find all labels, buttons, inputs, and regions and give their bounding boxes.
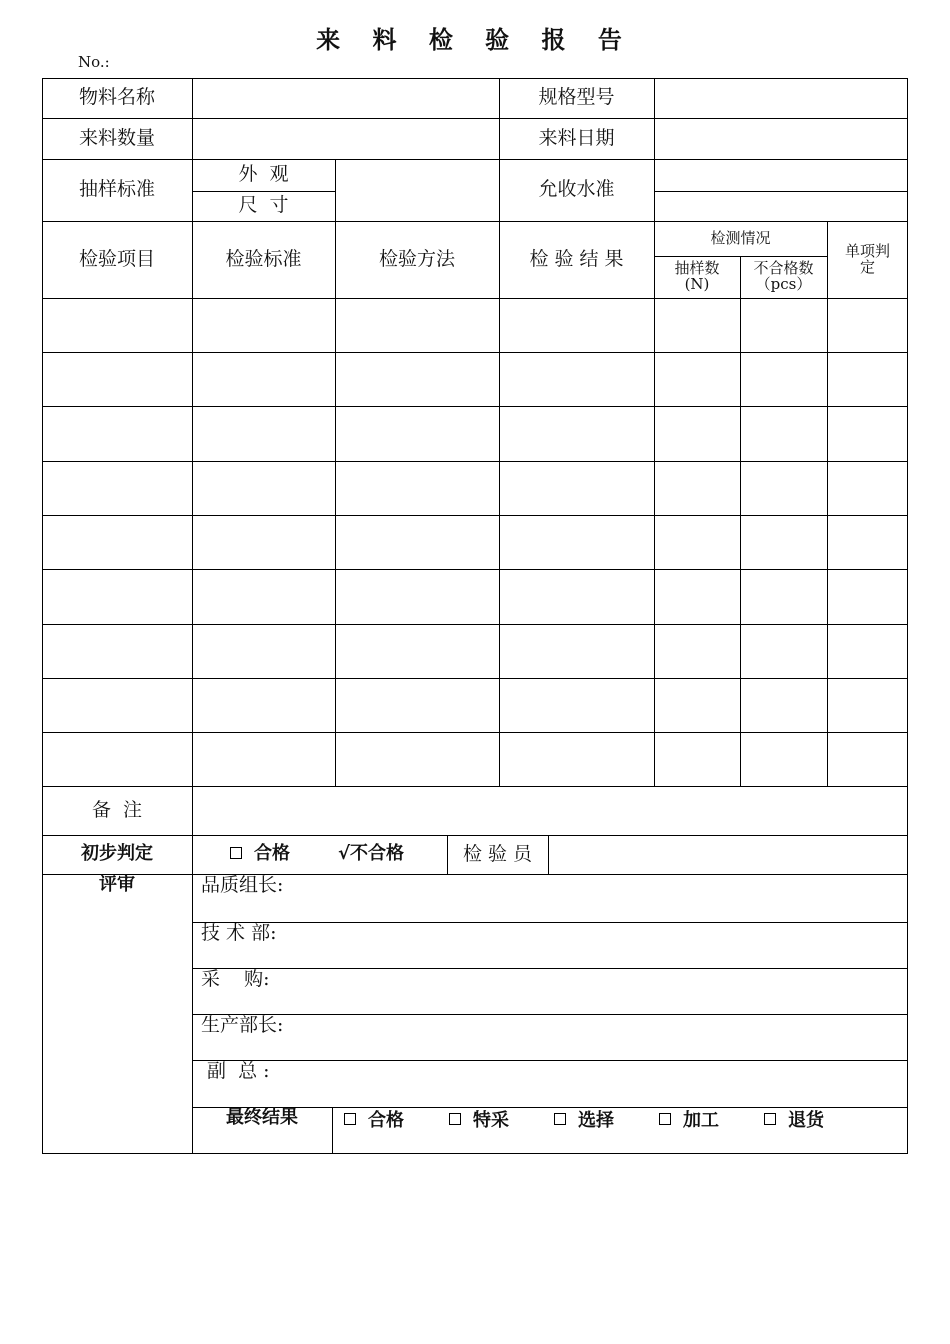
final-option-sort[interactable]: 选择 bbox=[554, 1106, 614, 1132]
row-7-result-cell[interactable] bbox=[499, 624, 654, 678]
row-4-method-cell[interactable] bbox=[335, 461, 499, 515]
row-6-standard-cell[interactable] bbox=[192, 569, 335, 624]
row-3-judgement-cell[interactable] bbox=[827, 406, 908, 461]
row-6-method-cell[interactable] bbox=[335, 569, 499, 624]
size-label: 尺 寸 bbox=[238, 194, 289, 217]
row-4-judgement-cell[interactable] bbox=[827, 461, 908, 515]
quality-leader-field[interactable]: 品质组长: bbox=[201, 874, 284, 896]
row-9-result-cell[interactable] bbox=[499, 732, 654, 786]
preliminary-pass-label: 合格 bbox=[254, 843, 290, 865]
row-5-method-cell[interactable] bbox=[335, 515, 499, 569]
row-8-sample-count-cell[interactable] bbox=[654, 678, 740, 732]
tech-dept-field[interactable]: 技 术 部: bbox=[201, 922, 277, 944]
row-6-item-cell[interactable] bbox=[42, 569, 192, 624]
aql-field-2[interactable] bbox=[654, 191, 908, 221]
material-name-field[interactable] bbox=[192, 78, 499, 118]
row-3-defect-count-cell[interactable] bbox=[740, 406, 827, 461]
row-8-standard-cell[interactable] bbox=[192, 678, 335, 732]
production-manager-field[interactable]: 生产部长: bbox=[201, 1014, 284, 1036]
row-7-defect-count-cell[interactable] bbox=[740, 624, 827, 678]
row-1-result-cell[interactable] bbox=[499, 298, 654, 352]
report-title: 来 料 检 验 报 告 bbox=[316, 26, 634, 54]
checkbox-icon[interactable] bbox=[554, 1113, 566, 1125]
checkbox-icon[interactable] bbox=[764, 1113, 776, 1125]
col-inspection-method: 检验方法 bbox=[378, 247, 455, 270]
row-8-item-cell[interactable] bbox=[42, 678, 192, 732]
date-label: 来料日期 bbox=[538, 126, 615, 149]
row-2-defect-count-cell[interactable] bbox=[740, 352, 827, 406]
row-5-standard-cell[interactable] bbox=[192, 515, 335, 569]
row-9-item-cell[interactable] bbox=[42, 732, 192, 786]
date-field[interactable] bbox=[654, 118, 908, 159]
preliminary-fail-option[interactable] bbox=[338, 835, 438, 874]
row-9-standard-cell[interactable] bbox=[192, 732, 335, 786]
row-9-sample-count-cell[interactable] bbox=[654, 732, 740, 786]
review-label: 评审 bbox=[99, 874, 135, 895]
checkbox-icon[interactable] bbox=[344, 1113, 356, 1125]
row-1-item-cell[interactable] bbox=[42, 298, 192, 352]
row-2-item-cell[interactable] bbox=[42, 352, 192, 406]
vice-gm-field[interactable]: 副 总 : bbox=[207, 1060, 270, 1082]
final-option-return[interactable]: 退货 bbox=[764, 1106, 824, 1132]
row-5-judgement-cell[interactable] bbox=[827, 515, 908, 569]
checkbox-icon[interactable] bbox=[659, 1113, 671, 1125]
purchasing-field[interactable]: 采 购: bbox=[201, 968, 270, 990]
row-8-result-cell[interactable] bbox=[499, 678, 654, 732]
row-1-judgement-cell[interactable] bbox=[827, 298, 908, 352]
row-2-judgement-cell[interactable] bbox=[827, 352, 908, 406]
row-3-standard-cell[interactable] bbox=[192, 406, 335, 461]
row-7-standard-cell[interactable] bbox=[192, 624, 335, 678]
remarks-label: 备 注 bbox=[91, 798, 143, 821]
preliminary-pass-option[interactable] bbox=[230, 835, 310, 874]
row-5-result-cell[interactable] bbox=[499, 515, 654, 569]
row-5-sample-count-cell[interactable] bbox=[654, 515, 740, 569]
row-2-result-cell[interactable] bbox=[499, 352, 654, 406]
final-option-special-purchase[interactable]: 特采 bbox=[449, 1106, 509, 1132]
row-4-standard-cell[interactable] bbox=[192, 461, 335, 515]
row-3-sample-count-cell[interactable] bbox=[654, 406, 740, 461]
col-detection-status: 检测情况 bbox=[710, 228, 771, 247]
checkbox-icon[interactable] bbox=[449, 1113, 461, 1125]
row-9-defect-count-cell[interactable] bbox=[740, 732, 827, 786]
row-2-method-cell[interactable] bbox=[335, 352, 499, 406]
row-6-sample-count-cell[interactable] bbox=[654, 569, 740, 624]
checkmark-icon: √ bbox=[338, 843, 351, 865]
quantity-field[interactable] bbox=[192, 118, 499, 159]
row-3-method-cell[interactable] bbox=[335, 406, 499, 461]
row-8-method-cell[interactable] bbox=[335, 678, 499, 732]
row-9-method-cell[interactable] bbox=[335, 732, 499, 786]
row-4-defect-count-cell[interactable] bbox=[740, 461, 827, 515]
remarks-field[interactable] bbox=[192, 786, 908, 835]
final-option-rework[interactable]: 加工 bbox=[659, 1106, 719, 1132]
checkbox-icon[interactable] bbox=[230, 847, 242, 859]
row-1-sample-count-cell[interactable] bbox=[654, 298, 740, 352]
final-result-label: 最终结果 bbox=[226, 1107, 298, 1128]
row-3-item-cell[interactable] bbox=[42, 406, 192, 461]
row-1-standard-cell[interactable] bbox=[192, 298, 335, 352]
row-7-sample-count-cell[interactable] bbox=[654, 624, 740, 678]
col-inspection-item: 检验项目 bbox=[78, 247, 155, 270]
row-6-defect-count-cell[interactable] bbox=[740, 569, 827, 624]
row-1-method-cell[interactable] bbox=[335, 298, 499, 352]
row-5-item-cell[interactable] bbox=[42, 515, 192, 569]
preliminary-fail-label: 不合格 bbox=[350, 843, 405, 865]
inspector-field[interactable] bbox=[548, 835, 908, 874]
row-2-sample-count-cell[interactable] bbox=[654, 352, 740, 406]
row-1-defect-count-cell[interactable] bbox=[740, 298, 827, 352]
row-7-judgement-cell[interactable] bbox=[827, 624, 908, 678]
inspector-label: 检 验 员 bbox=[462, 842, 533, 865]
final-option-pass[interactable]: 合格 bbox=[344, 1106, 404, 1132]
spec-model-label: 规格型号 bbox=[538, 86, 615, 109]
aql-field-1[interactable] bbox=[654, 159, 908, 191]
report-number-label: No.: bbox=[78, 53, 110, 71]
aql-label: 允收水准 bbox=[538, 178, 615, 201]
row-3-result-cell[interactable] bbox=[499, 406, 654, 461]
preliminary-judgement-label: 初步判定 bbox=[81, 843, 153, 865]
row-6-result-cell[interactable] bbox=[499, 569, 654, 624]
col-sample-count: 抽样数 (N) bbox=[674, 259, 720, 293]
row-5-defect-count-cell[interactable] bbox=[740, 515, 827, 569]
col-inspection-standard: 检验标准 bbox=[225, 247, 302, 270]
row-4-item-cell[interactable] bbox=[42, 461, 192, 515]
col-item-judgement: 单项判 定 bbox=[844, 241, 890, 276]
sampling-standard-label: 抽样标准 bbox=[78, 178, 155, 201]
spec-model-field[interactable] bbox=[654, 78, 908, 118]
row-2-standard-cell[interactable] bbox=[192, 352, 335, 406]
row-8-defect-count-cell[interactable] bbox=[740, 678, 827, 732]
sampling-standard-field[interactable] bbox=[335, 159, 499, 221]
row-7-item-cell[interactable] bbox=[42, 624, 192, 678]
row-7-method-cell[interactable] bbox=[335, 624, 499, 678]
row-9-judgement-cell[interactable] bbox=[827, 732, 908, 786]
material-name-label: 物料名称 bbox=[78, 86, 155, 109]
row-4-result-cell[interactable] bbox=[499, 461, 654, 515]
row-4-sample-count-cell[interactable] bbox=[654, 461, 740, 515]
row-8-judgement-cell[interactable] bbox=[827, 678, 908, 732]
col-inspection-result: 检 验 结 果 bbox=[529, 247, 624, 270]
col-defect-count: 不合格数 （pcs） bbox=[753, 259, 814, 293]
row-6-judgement-cell[interactable] bbox=[827, 569, 908, 624]
appearance-label: 外 观 bbox=[238, 163, 289, 186]
quantity-label: 来料数量 bbox=[78, 126, 155, 149]
